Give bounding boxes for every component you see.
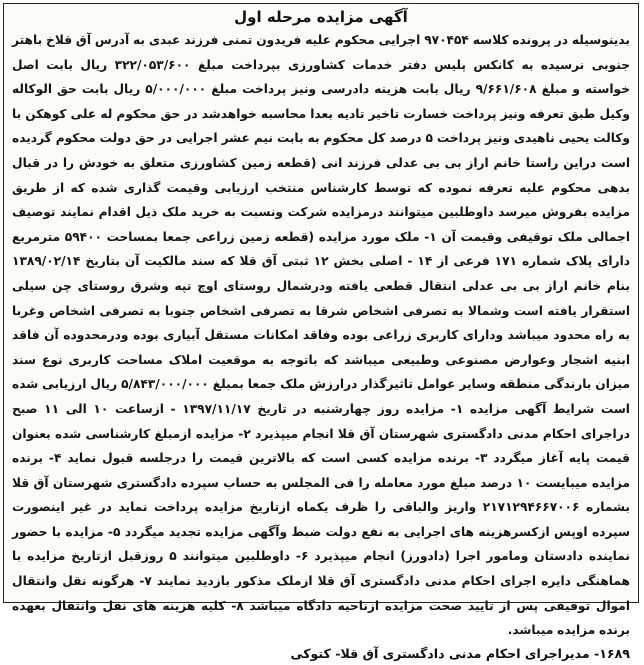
notice-body: بدینوسیله در پرونده کلاسه ۹۷۰۴۵۴ اجرایی محکوم علیه فریدون تمنی فرزند عبدی به آدرس آق قلاخ باهتر جنوبی نرسیده به کانکس پلیس دفتر خدمات کشاورزی بپرداخت مبلغ ۳۲۲/۰۵۳/۶۰۰ ریال بابت اصل خواسته و مبلغ ۹/۶۶۱/۶۰۸ ریال بابت هزینه دادرسی ونیز پرداخت مبلغ ۵/۰۰۰/۰۰۰ ریال بابت حق الوکاله وکیل طبق تعرفه ونیز پرداخت خسارت تاخیر تادیه بعدا محاسبه خواهدشد در حق محکوم له علی کوهکن با وکالت یحیی ناهیدی ونیز پرداخت ۵ درصد کل محکوم به بابت نیم عشر اجرایی در حق دولت محکوم گردیده است دراین راستا خانم اراز بی بی عدلی فرزند انی (قطعه زمین کشاورزی متعلق به خودش را در قبال بدهی محکوم علیه تعرفه نموده که توسط کارشناس منتخب ارزیابی وقیمت گذاری شده که از طریق مزایده بفروش میرسد داوطلبین میتوانند درمزایده شرکت ونسبت به خرید ملک ذیل اقدام نمایند توصیف اجمالی ملک توقیفی وقیمت آن ۱- ملک مورد مزایده (قطعه زمین زراعی جمعا بمساحت ۵۹۴۰۰ مترمربع دارای پلاک شماره ۱۷۱ فرعی از ۱۴ - اصلی بخش ۱۲ ثبتی آق قلا که سند مالکیت آن بتاریخ ۱۳۸۹/۰۲/۱۴ بنام خانم اراز بی بی عدلی انتقال قطعی یافته ودرشمال روستای اوچ تپه وشرق روستای چن سیلی استقرار یافته است وشمالا به تصرفی اشخاص شرقا به تصرفی اشخاص جنوبا به تصرفی اشخاص وغربا به راه محدود میباشد ودارای کاربری زراعی بوده وفاقد امکانات مستقل آبیاری بوده ودرمحدوده آن فاقد ابنیه اشجار وعوارض مصنوعی وطبیعی میباشد که باتوجه به موقعیت املاک مساحت کاربری نوع سند میزان بارندگی منطقه وسایر عوامل تاثیرگذار درارزش ملک جمعا بمبلغ ۵/۸۴۳/۰۰۰/۰۰۰ ریال ارزیابی شده است شرایط آگهی مزایده ۱- مزایده روز چهارشنبه در تاریخ ۱۳۹۷/۱۱/۱۷ - ازساعت ۱۰ الی ۱۱ صبح دراجرای احکام مدنی دادگستری شهرستان آق قلا انجام میپذیرد ۲- مزایده ازمبلغ کارشناسی شده بعنوان قیمت پایه آغاز میگردد ۳- برنده مزایده کسی است که بالاترین قیمت را درجلسه قبول نماید ۴- برنده مزایده میبایست ۱۰ درصد مبلغ مورد معامله را فی المجلس به حساب سپرده دادگستری شهرستان آق قلا بشماره ۲۱۷۱۲۹۴۶۶۷۰۰۶ واریز والباقی را ظرف یکماه ازتاریخ مزایده پرداخت نماید در غیر اینصورت سپرده اوپس ازکسرهزینه های اجرایی به نفع دولت ضبط وآگهی مزایده تجدید میگردد ۵- مزایده با حضور نماینده دادستان ومامور اجرا (دادورز) انجام میپذیرد ۶- داوطلبین میتوانند ۵ روزقبل ازتاریخ مزایده با هماهنگی دایره اجرای احکام مدنی دادگستری آق قلا ازملک مذکور بازدید نمایند ۷- هرگونه نقل وانتقال اموال توقیفی پس از تایید صحت مزایده ازناحیه دادگاه میباشد ۸- کلیه هزینه های نقل وانتقال بعهده برنده مزایده میباشد.	[12, 33, 631, 638]
auction-notice	[3, 3, 639, 661]
notice-footer: ۱۶۸۹- مدیراجرای احکام مدنی دادگستری آق قلا- کتوکی	[290, 645, 630, 661]
notice-title: آگهی مزایده مرحله اول	[234, 8, 408, 26]
